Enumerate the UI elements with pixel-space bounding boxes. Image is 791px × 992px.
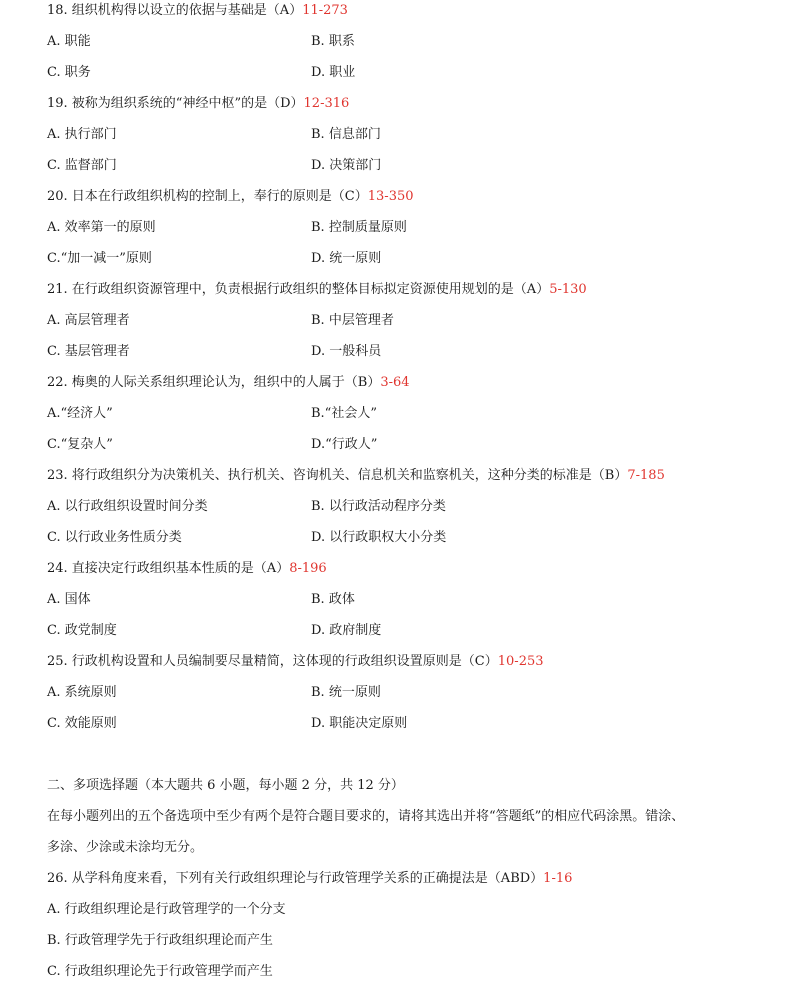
option-a: A. 以行政组织设置时间分类 <box>47 499 208 514</box>
section-instruction-line-1: 在每小题列出的五个备选项中至少有两个是符合题目要求的，请将其选出并将“答题纸”的相应代码涂黑。错涂、 <box>47 809 685 824</box>
question-20 <box>47 188 771 206</box>
option-c: C. 政党制度 <box>47 623 117 638</box>
option-a: A. 职能 <box>47 34 91 49</box>
option-c: C. 监督部门 <box>47 158 117 173</box>
question-text: 25. 行政机构设置和人员编制要尽量精简，这体现的行政组织设置原则是（C） <box>47 654 498 669</box>
option-c: C. 基层管理者 <box>47 344 130 359</box>
page-reference: 11-273 <box>302 3 348 18</box>
question-text: 19. 被称为组织系统的“神经中枢”的是（D） <box>47 96 304 111</box>
option-c: C. 效能原则 <box>47 716 117 731</box>
page-reference: 3-64 <box>380 375 410 390</box>
question-text: 22. 梅奥的人际关系组织理论认为，组织中的人属于（B） <box>47 375 381 390</box>
option-a: A. 国体 <box>47 592 91 607</box>
question-22 <box>47 374 771 392</box>
option-a: A. 效率第一的原则 <box>47 220 156 235</box>
page-reference: 12-316 <box>303 96 350 111</box>
option-b: B. 行政管理学先于行政组织理论而产生 <box>47 933 273 948</box>
option-d: D. 统一原则 <box>311 251 382 266</box>
question-26 <box>47 870 771 888</box>
option-a: A. 高层管理者 <box>47 313 130 328</box>
question-19 <box>47 95 771 113</box>
option-d: D.“行政人” <box>311 437 378 452</box>
option-b: B.“社会人” <box>311 406 377 421</box>
option-d: D. 政府制度 <box>311 623 382 638</box>
question-21 <box>47 281 771 299</box>
option-d: D. 职能决定原则 <box>311 716 408 731</box>
question-text: 18. 组织机构得以设立的依据与基础是（A） <box>47 3 303 18</box>
question-23 <box>47 467 771 485</box>
page-reference: 13-350 <box>367 189 414 204</box>
question-24 <box>47 560 771 578</box>
page-reference: 5-130 <box>549 282 587 297</box>
option-c: C.“复杂人” <box>47 437 113 452</box>
option-a: A. 执行部门 <box>47 127 117 142</box>
option-b: B. 中层管理者 <box>311 313 394 328</box>
question-text: 24. 直接决定行政组织基本性质的是（A） <box>47 561 290 576</box>
option-d: D. 一般科员 <box>311 344 382 359</box>
option-d: D. 职业 <box>311 65 356 80</box>
option-c: C. 以行政业务性质分类 <box>47 530 182 545</box>
option-a: A. 系统原则 <box>47 685 117 700</box>
option-c: C. 职务 <box>47 65 91 80</box>
option-c: C. 行政组织理论先于行政管理学而产生 <box>47 964 273 979</box>
question-text: 23. 将行政组织分为决策机关、执行机关、咨询机关、信息机关和监察机关，这种分类的标准是（B） <box>47 468 628 483</box>
option-c: C.“加一减一”原则 <box>47 251 152 266</box>
question-25 <box>47 653 771 671</box>
page-reference: 7-185 <box>627 468 665 483</box>
option-b: B. 统一原则 <box>311 685 381 700</box>
question-text: 20. 日本在行政组织机构的控制上，奉行的原则是（C） <box>47 189 368 204</box>
page-reference: 1-16 <box>543 871 573 886</box>
section-instruction-line-2: 多涂、少涂或未涂均无分。 <box>47 840 204 855</box>
question-text: 26. 从学科角度来看，下列有关行政组织理论与行政管理学关系的正确提法是（ABD） <box>47 871 544 886</box>
question-18 <box>47 2 771 20</box>
option-d: D. 决策部门 <box>311 158 382 173</box>
section-heading: 二、多项选择题（本大题共 6 小题，每小题 2 分，共 12 分） <box>47 778 404 793</box>
option-a: A. 行政组织理论是行政管理学的一个分支 <box>47 902 286 917</box>
page-reference: 8-196 <box>289 561 327 576</box>
question-text: 21. 在行政组织资源管理中，负责根据行政组织的整体目标拟定资源使用规划的是（A） <box>47 282 550 297</box>
option-b: B. 职系 <box>311 34 355 49</box>
page-reference: 10-253 <box>497 654 544 669</box>
option-b: B. 控制质量原则 <box>311 220 407 235</box>
option-b: B. 信息部门 <box>311 127 381 142</box>
option-d: D. 以行政职权大小分类 <box>311 530 447 545</box>
option-a: A.“经济人” <box>47 406 113 421</box>
option-b: B. 政体 <box>311 592 355 607</box>
option-b: B. 以行政活动程序分类 <box>311 499 446 514</box>
